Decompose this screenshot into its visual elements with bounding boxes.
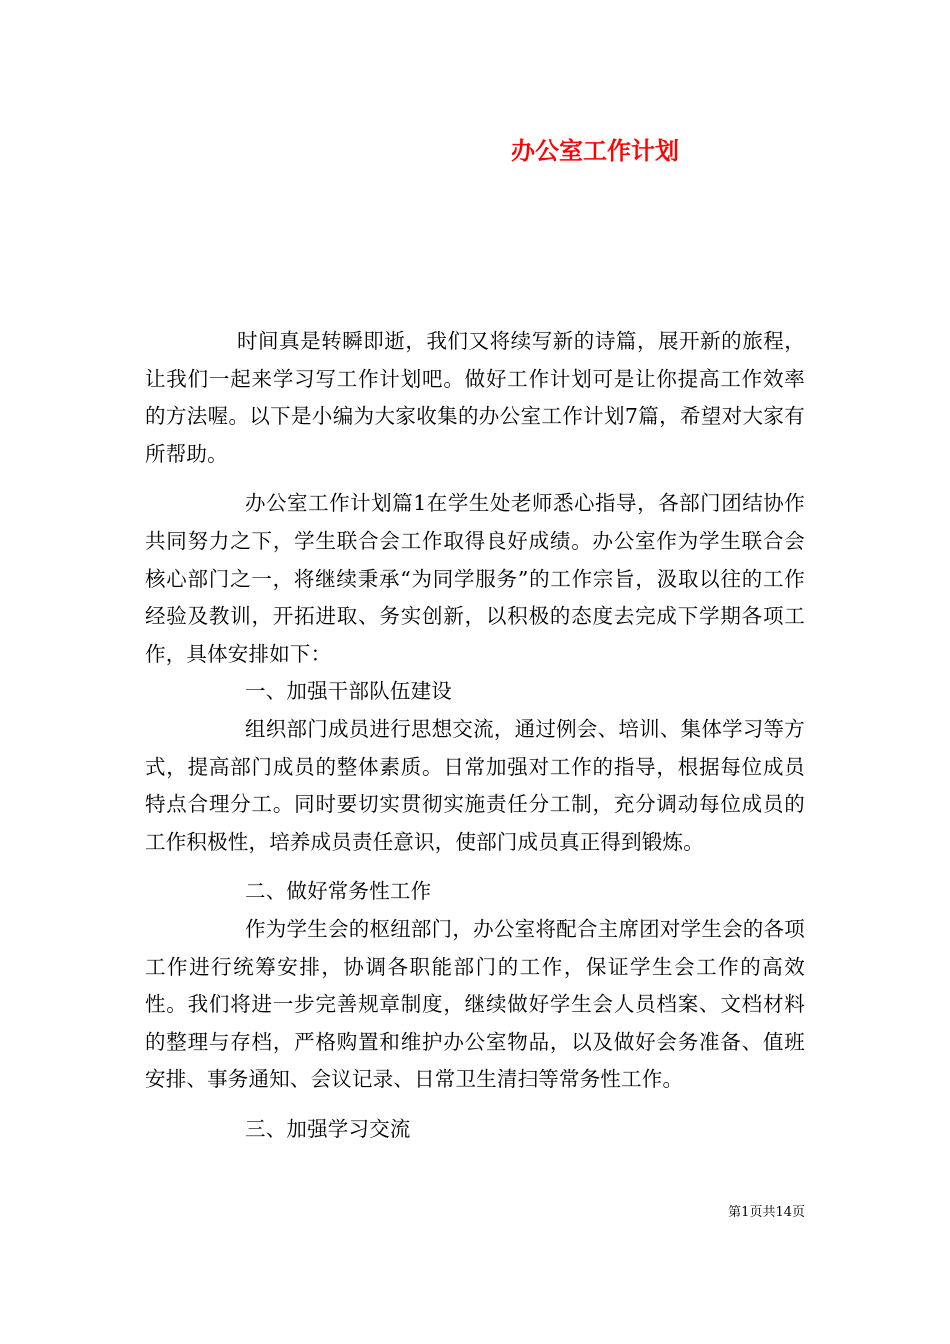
section-heading-1: 一、加强干部队伍建设 (245, 679, 452, 704)
section-heading-3: 三、加强学习交流 (245, 1116, 411, 1141)
intro-paragraph: 时间真是转瞬即逝，我们又将续写新的诗篇，展开新的旅程，让我们一起来学习写工作计划吧。做好工作计划可是让你提高工作效率的方法喔。以下是小编为大家收集的办公室工作计划7篇，希望对大家有所帮助。 (145, 329, 805, 466)
document-body (145, 323, 805, 1148)
plan-paragraph-1: 办公室工作计划篇1在学生处老师悉心指导，各部门团结协作共同努力之下，学生联合会工作取得良好成绩。办公室作为学生联合会核心部门之一，将继续秉承“为同学服务”的工作宗旨，汲取以往的工作经验及教训，开拓进取、务实创新，以积极的态度去完成下学期各项工作，具体安排如下： (145, 491, 805, 666)
section-heading-2: 二、做好常务性工作 (245, 879, 432, 904)
section-paragraph-1: 组织部门成员进行思想交流，通过例会、培训、集体学习等方式，提高部门成员的整体素质。日常加强对工作的指导，根据每位成员特点合理分工。同时要切实贯彻实施责任分工制，充分调动每位成员的工作积极性，培养成员责任意识，使部门成员真正得到锻炼。 (145, 716, 805, 854)
section-paragraph-2: 作为学生会的枢纽部门，办公室将配合主席团对学生会的各项工作进行统筹安排，协调各职能部门的工作，保证学生会工作的高效性。我们将进一步完善规章制度，继续做好学生会人员档案、文档材料的整理与存档，严格购置和维护办公室物品，以及做好会务准备、值班安排、事务通知、会议记录、日常卫生清扫等常务性工作。 (145, 916, 805, 1092)
document-title: 办公室工作计划 (511, 136, 679, 165)
page-footer: 第1页共14页 (728, 1205, 805, 1220)
